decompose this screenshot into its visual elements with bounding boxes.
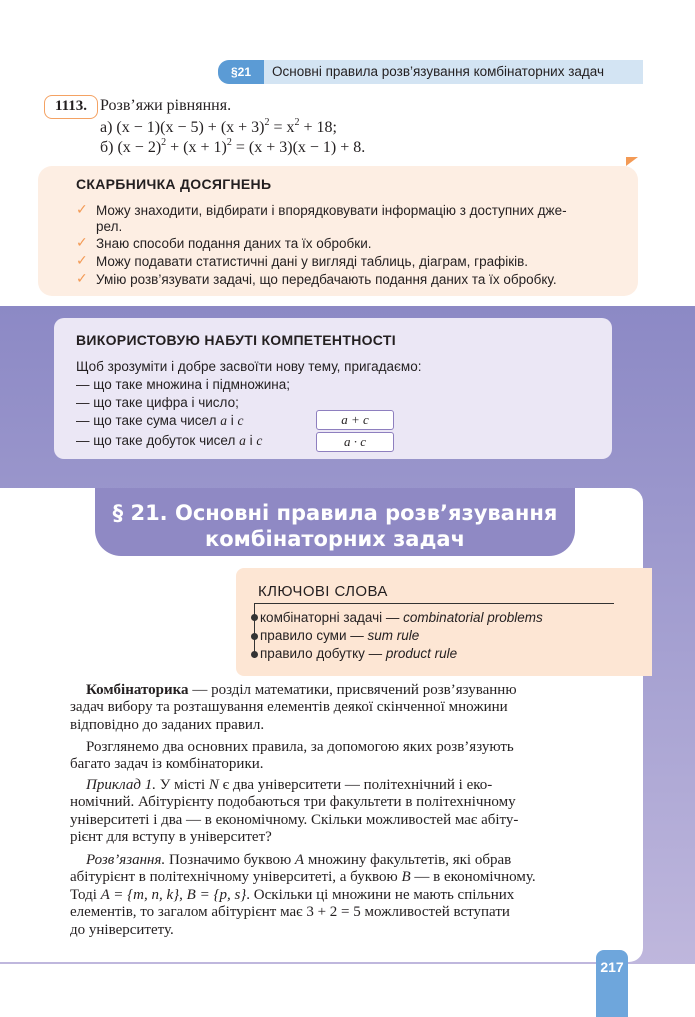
- competence-item: — що таке добуток чисел a і c: [76, 433, 263, 448]
- paragraph-definition: Комбінаторика — розділ математики, присвячений розв’язуванню задач вибору та розташування елементів деякої скінченної множини відповідно до заданих правил.: [70, 682, 517, 733]
- exercise-number: 1113.: [44, 95, 98, 119]
- check-icon: ✓: [76, 253, 88, 269]
- product-formula-box: a · c: [316, 432, 394, 452]
- achievement-item: Можу подавати статистичні дані у вигляді таблиць, діаграм, графіків.: [96, 254, 529, 269]
- check-icon: ✓: [76, 202, 88, 218]
- keywords-connector: [254, 603, 255, 658]
- achievement-item: Знаю способи подання даних та їх обробки.: [96, 236, 372, 251]
- paragraph-solution: Розв’язання. Позначимо буквою A множину факультетів, які обрав абітурієнт в політехнічному університеті, а буквою B — в економічному. Тоді A = {m, n, k}, B = {p, s}. Оскільки ці множини не мають спільних елементів, то загалом абітурієнт має 3 + 2 = 5 можливостей вступати до університету.: [70, 852, 536, 938]
- bullet-dot-icon: [251, 633, 258, 640]
- exercise-prompt: Розв’яжи рівняння.: [100, 97, 232, 114]
- section-badge: §21: [218, 60, 264, 84]
- running-header-title: Основні правила розв’язування комбінаторних задач: [272, 64, 605, 79]
- keyword-item: комбінаторні задачі — combinatorial problems: [260, 610, 543, 625]
- achievements-corner-tab: [626, 157, 638, 166]
- achievements-title: СКАРБНИЧКА ДОСЯГНЕНЬ: [76, 176, 272, 192]
- achievement-item-cont: рел.: [96, 219, 123, 234]
- competence-intro: Щоб зрозуміти і добре засвоїти нову тему, пригадаємо:: [76, 359, 422, 374]
- sum-formula-box: a + c: [316, 410, 394, 430]
- equation-a: а) $(x - 1)(x - 5) + (x + 3)^2 = x^2 + 18$;: [100, 117, 337, 136]
- competence-title: ВИКОРИСТОВУЮ НАБУТІ КОМПЕТЕНТНОСТІ: [76, 332, 396, 348]
- keywords-title: КЛЮЧОВІ СЛОВА: [258, 583, 388, 600]
- keywords-divider: [254, 603, 614, 604]
- achievement-item: Умію розв’язувати задачі, що передбачають подання даних та їх обробку.: [96, 272, 557, 287]
- bullet-dot-icon: [251, 614, 258, 621]
- equation-b: б) $(x - 2)^2 + (x + 1)^2 = (x + 3)(x - 1) + 8$.: [100, 137, 366, 156]
- keyword-item: правило добутку — product rule: [260, 646, 458, 661]
- paragraph-example: Приклад 1. У місті N є два університети — політехнічний і еко- номічний. Абітурієнту подобаються три факультети в політехнічному університеті і два — в економічному. Скільки можливостей має абіту- рієнт для вступу в університет?: [70, 777, 519, 846]
- check-icon: ✓: [76, 271, 88, 287]
- competence-item: — що таке множина і підмножина;: [76, 377, 291, 392]
- keyword-item: правило суми — sum rule: [260, 628, 420, 643]
- achievement-item: Можу знаходити, відбирати і впорядковувати інформацію з доступних дже-: [96, 203, 567, 218]
- competence-item: — що таке цифра і число;: [76, 395, 239, 410]
- bullet-dot-icon: [251, 651, 258, 658]
- section-title: § 21. Основні правила розв’язування комбінаторних задач: [112, 501, 558, 551]
- competence-item: — що таке сума чисел a і c: [76, 413, 244, 428]
- paragraph-intro: Розглянемо два основних правила, за допомогою яких розв’язують багато задач із комбінаторики.: [70, 739, 514, 773]
- running-header: [218, 60, 643, 84]
- page-number: 217: [596, 950, 628, 1017]
- check-icon: ✓: [76, 235, 88, 251]
